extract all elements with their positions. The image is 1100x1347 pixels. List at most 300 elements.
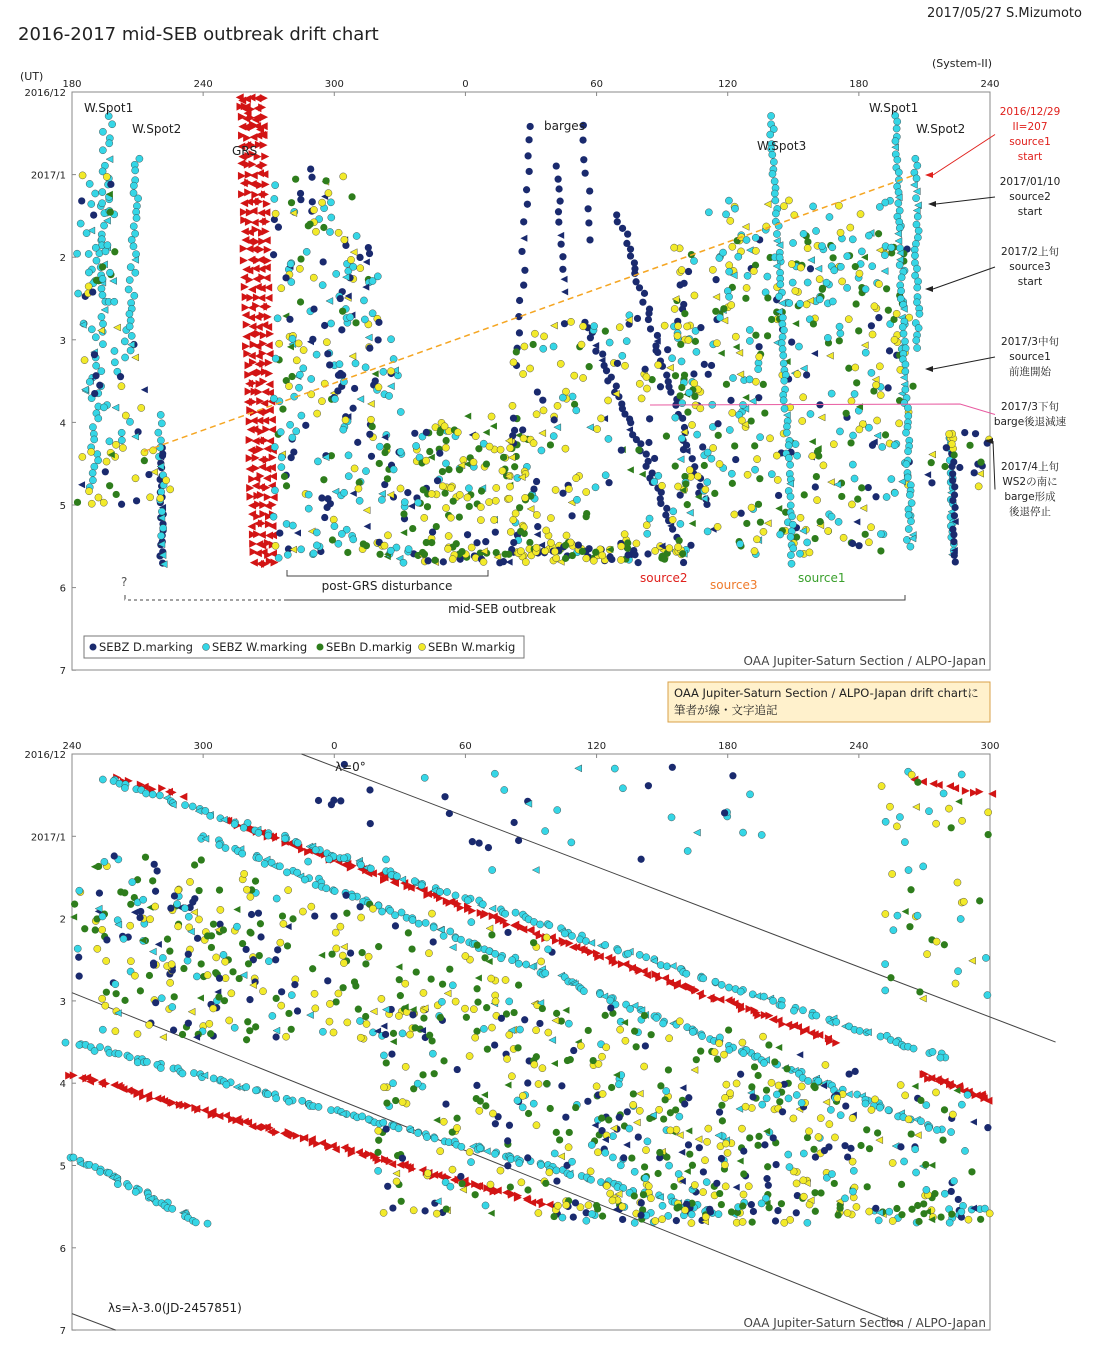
observation-marker-dn: [507, 1183, 514, 1190]
observation-marker-wz: [902, 368, 909, 375]
observation-marker-wn: [603, 1182, 610, 1189]
observation-marker-wz: [387, 547, 394, 554]
observation-marker-wz: [786, 1163, 793, 1170]
observation-marker-wz: [937, 1054, 944, 1061]
observation-marker-dz: [803, 371, 810, 378]
observation-marker-wz: [862, 1100, 869, 1107]
observation-marker-dz: [718, 1155, 725, 1162]
observation-marker-wn: [702, 486, 709, 493]
observation-marker-wn: [598, 1053, 605, 1060]
observation-marker-dn: [751, 442, 758, 449]
observation-marker-dz: [619, 225, 626, 232]
observation-marker-wn: [295, 340, 302, 347]
observation-marker-wn: [488, 1024, 495, 1031]
observation-marker-wn: [518, 1179, 525, 1186]
observation-marker-wz: [609, 1154, 616, 1161]
observation-marker-wn: [889, 1159, 896, 1166]
observation-marker-wn: [958, 817, 965, 824]
observation-marker-wz: [380, 1052, 387, 1059]
observation-marker-wn: [464, 494, 471, 501]
observation-marker-wn: [814, 497, 821, 504]
observation-marker-wn: [891, 336, 898, 343]
observation-marker-wz: [380, 1119, 387, 1126]
chart-title: 2016-2017 mid-SEB outbreak drift chart: [18, 24, 379, 45]
observation-marker-wn: [81, 357, 88, 364]
observation-marker-wn: [533, 411, 540, 418]
observation-marker-dn: [718, 1102, 725, 1109]
observation-marker-dn: [198, 856, 205, 863]
observation-marker-wz: [837, 330, 844, 337]
observation-marker-dn: [443, 1205, 450, 1212]
observation-marker-wn: [728, 301, 735, 308]
observation-marker-dz: [664, 346, 671, 353]
observation-marker-dn: [648, 1031, 655, 1038]
observation-marker-wn: [553, 555, 560, 562]
observation-marker-wz: [789, 239, 796, 246]
observation-marker-wn: [367, 416, 374, 423]
observation-marker-dz: [855, 542, 862, 549]
observation-marker-dz: [498, 1015, 505, 1022]
observation-marker-wn: [378, 995, 385, 1002]
observation-marker-wz: [668, 814, 675, 821]
observation-marker-wz: [111, 359, 118, 366]
observation-marker-wz: [476, 1145, 483, 1152]
observation-marker-wn: [753, 536, 760, 543]
observation-marker-dz: [326, 361, 333, 368]
observation-marker-wz: [70, 1154, 77, 1161]
observation-marker-wn: [790, 1115, 797, 1122]
observation-marker-wz: [790, 545, 797, 552]
observation-marker-dz: [708, 362, 715, 369]
observation-marker-dn: [715, 432, 722, 439]
observation-marker-dz: [585, 219, 592, 226]
observation-marker-dz: [637, 1212, 644, 1219]
observation-marker-dn: [500, 454, 507, 461]
observation-marker-wz: [479, 901, 486, 908]
observation-marker-wn: [875, 280, 882, 287]
observation-marker-wn: [79, 453, 86, 460]
observation-marker-dz: [476, 840, 483, 847]
observation-marker-wn: [889, 870, 896, 877]
observation-marker-dz: [788, 338, 795, 345]
bottom-x-tick-label: 180: [718, 741, 738, 752]
observation-marker-wz: [412, 442, 419, 449]
observation-marker-wn: [691, 292, 698, 299]
observation-marker-dz: [315, 797, 322, 804]
label-wspot1-left: W.Spot1: [84, 101, 134, 115]
note-box-line1: OAA Jupiter-Saturn Section / ALPO-Japan drift chartに: [674, 686, 979, 700]
top-y-tick-label: 2017/1: [30, 170, 66, 182]
observation-marker-wn: [323, 339, 330, 346]
observation-marker-dz: [761, 1141, 768, 1148]
observation-marker-wz: [120, 935, 127, 942]
observation-marker-dz: [644, 550, 651, 557]
observation-marker-wz: [768, 471, 775, 478]
observation-marker-dz: [701, 361, 708, 368]
observation-marker-wn: [472, 1034, 479, 1041]
observation-marker-wz: [896, 224, 903, 231]
observation-marker-wz: [537, 921, 544, 928]
observation-marker-wn: [750, 267, 757, 274]
observation-marker-dn: [836, 337, 843, 344]
observation-marker-wz: [744, 272, 751, 279]
observation-marker-dn: [289, 915, 296, 922]
observation-marker-wn: [522, 558, 529, 565]
observation-marker-wz: [126, 1054, 133, 1061]
observation-marker-wn: [217, 906, 224, 913]
observation-marker-dz: [337, 370, 344, 377]
observation-marker-dn: [631, 1192, 638, 1199]
observation-marker-dn: [857, 1142, 864, 1149]
observation-marker-dz: [928, 479, 935, 486]
observation-marker-dn: [672, 372, 679, 379]
observation-marker-wn: [739, 1218, 746, 1225]
observation-marker-dz: [533, 478, 540, 485]
observation-marker-wz: [785, 1151, 792, 1158]
observation-marker-dn: [909, 383, 916, 390]
observation-marker-dn: [514, 1044, 521, 1051]
observation-marker-wz: [157, 444, 164, 451]
observation-marker-wn: [112, 441, 119, 448]
observation-marker-wz: [143, 1058, 150, 1065]
legend-swatch-sebz-d: [90, 644, 97, 651]
observation-marker-dn: [257, 920, 264, 927]
observation-marker-dz: [170, 1027, 177, 1034]
observation-marker-wz: [99, 291, 106, 298]
observation-marker-dz: [337, 797, 344, 804]
observation-marker-wn: [848, 397, 855, 404]
observation-marker-wn: [594, 425, 601, 432]
observation-marker-wz: [631, 1219, 638, 1226]
observation-marker-wz: [506, 998, 513, 1005]
observation-marker-wz: [295, 384, 302, 391]
observation-marker-wz: [800, 1150, 807, 1157]
observation-marker-wz: [315, 1103, 322, 1110]
observation-marker-dn: [453, 540, 460, 547]
observation-marker-dn: [720, 305, 727, 312]
observation-marker-dn: [440, 1057, 447, 1064]
observation-marker-wz: [726, 426, 733, 433]
observation-marker-wz: [844, 284, 851, 291]
observation-marker-wn: [195, 916, 202, 923]
observation-marker-dn: [693, 1056, 700, 1063]
observation-marker-dz: [464, 531, 471, 538]
observation-marker-wz: [264, 1091, 271, 1098]
observation-marker-dz: [534, 523, 541, 530]
observation-marker-wz: [299, 1097, 306, 1104]
observation-marker-wz: [118, 429, 125, 436]
observation-marker-wz: [362, 364, 369, 371]
observation-marker-wn: [797, 514, 804, 521]
observation-marker-wz: [255, 829, 262, 836]
observation-marker-dn: [853, 379, 860, 386]
observation-marker-wn: [697, 405, 704, 412]
observation-marker-wz: [77, 220, 84, 227]
observation-marker-dn: [948, 1211, 955, 1218]
observation-marker-wz: [489, 866, 496, 873]
observation-marker-dn: [768, 316, 775, 323]
observation-marker-dn: [605, 1116, 612, 1123]
observation-marker-wn: [441, 423, 448, 430]
observation-marker-dn: [937, 1213, 944, 1220]
observation-marker-dn: [106, 482, 113, 489]
observation-marker-wn: [99, 995, 106, 1002]
observation-marker-dz: [865, 484, 872, 491]
observation-marker-dz: [643, 451, 650, 458]
observation-marker-wn: [882, 910, 889, 917]
observation-marker-wz: [894, 156, 901, 163]
observation-marker-dn: [898, 1181, 905, 1188]
observation-marker-wz: [904, 404, 911, 411]
observation-marker-dn: [716, 1190, 723, 1197]
observation-marker-wn: [134, 1030, 141, 1037]
observation-marker-dn: [474, 985, 481, 992]
observation-marker-dz: [286, 316, 293, 323]
observation-marker-dn: [306, 221, 313, 228]
observation-marker-dz: [525, 136, 532, 143]
observation-marker-dz: [257, 933, 264, 940]
observation-marker-wn: [642, 1146, 649, 1153]
observation-marker-wz: [894, 912, 901, 919]
observation-marker-wz: [858, 248, 865, 255]
observation-marker-wz: [787, 552, 794, 559]
observation-marker-wz: [787, 461, 794, 468]
observation-marker-wn: [563, 532, 570, 539]
observation-marker-wz: [823, 279, 830, 286]
observation-marker-wz: [780, 352, 787, 359]
observation-marker-wn: [433, 1210, 440, 1217]
observation-marker-wz: [126, 323, 133, 330]
observation-marker-wz: [897, 287, 904, 294]
observation-marker-dn: [344, 549, 351, 556]
observation-marker-dz: [308, 174, 315, 181]
observation-marker-wn: [666, 1035, 673, 1042]
observation-marker-wn: [933, 938, 940, 945]
observation-marker-wn: [470, 459, 477, 466]
observation-marker-dz: [613, 382, 620, 389]
observation-marker-wn: [506, 495, 513, 502]
observation-marker-wz: [780, 360, 787, 367]
observation-marker-wn: [228, 990, 235, 997]
observation-marker-dz: [714, 420, 721, 427]
observation-marker-wn: [726, 262, 733, 269]
observation-marker-dn: [819, 286, 826, 293]
observation-marker-dz: [667, 389, 674, 396]
observation-marker-wz: [114, 1181, 121, 1188]
right-note-1-line: 2016/12/29: [999, 106, 1061, 118]
observation-marker-dz: [679, 415, 686, 422]
observation-marker-wz: [916, 310, 923, 317]
observation-marker-dz: [342, 892, 349, 899]
observation-marker-wz: [783, 429, 790, 436]
observation-marker-dn: [585, 1027, 592, 1034]
observation-marker-dz: [669, 764, 676, 771]
observation-marker-dn: [831, 1180, 838, 1187]
observation-marker-wz: [679, 400, 686, 407]
observation-marker-dn: [191, 861, 198, 868]
observation-marker-wn: [175, 923, 182, 930]
observation-marker-wz: [345, 473, 352, 480]
observation-marker-dz: [680, 301, 687, 308]
observation-marker-wz: [911, 252, 918, 259]
observation-marker-wn: [543, 934, 550, 941]
legend-swatch-sebz-w: [203, 644, 210, 651]
observation-marker-dn: [845, 365, 852, 372]
top-source-label: OAA Jupiter-Saturn Section / ALPO-Japan: [743, 654, 986, 668]
observation-marker-wz: [273, 1095, 280, 1102]
observation-marker-dn: [252, 1023, 259, 1030]
observation-marker-dz: [516, 329, 523, 336]
observation-marker-wn: [800, 1193, 807, 1200]
observation-marker-wz: [223, 1081, 230, 1088]
observation-marker-wz: [104, 242, 111, 249]
observation-marker-dz: [949, 470, 956, 477]
observation-marker-wz: [128, 332, 135, 339]
observation-marker-wz: [685, 389, 692, 396]
observation-marker-wz: [777, 531, 784, 538]
observation-marker-wn: [877, 392, 884, 399]
observation-marker-dz: [635, 1133, 642, 1140]
observation-marker-wn: [932, 1089, 939, 1096]
observation-marker-wz: [957, 915, 964, 922]
observation-marker-wn: [439, 483, 446, 490]
author-credit: 2017/05/27 S.Mizumoto: [926, 6, 1082, 21]
observation-marker-dn: [810, 1082, 817, 1089]
observation-marker-wz: [914, 284, 921, 291]
observation-marker-wz: [111, 347, 118, 354]
bottom-panel: [24, 741, 1055, 1337]
observation-marker-wz: [573, 407, 580, 414]
observation-marker-wz: [231, 1024, 238, 1031]
observation-marker-dz: [572, 1199, 579, 1206]
observation-marker-dz: [641, 290, 648, 297]
observation-marker-wn: [410, 1207, 417, 1214]
observation-marker-dz: [491, 1041, 498, 1048]
observation-marker-dz: [635, 559, 642, 566]
observation-marker-wz: [883, 493, 890, 500]
observation-marker-wn: [540, 407, 547, 414]
observation-marker-dn: [756, 475, 763, 482]
observation-marker-wn: [99, 926, 106, 933]
observation-marker-wn: [442, 504, 449, 511]
observation-marker-wz: [779, 314, 786, 321]
observation-marker-dn: [369, 423, 376, 430]
observation-marker-wn: [896, 420, 903, 427]
observation-marker-wn: [510, 516, 517, 523]
observation-marker-wz: [568, 839, 575, 846]
observation-marker-wz: [663, 963, 670, 970]
top-x-tick-label: 240: [980, 79, 1000, 90]
observation-marker-dz: [607, 1004, 614, 1011]
observation-marker-wz: [902, 429, 909, 436]
observation-marker-dz: [506, 1122, 513, 1129]
top-y-tick-label: 3: [59, 335, 66, 347]
observation-marker-dz: [697, 324, 704, 331]
observation-marker-dz: [324, 350, 331, 357]
observation-marker-dn: [530, 939, 537, 946]
observation-marker-dz: [171, 892, 178, 899]
observation-marker-wz: [134, 195, 141, 202]
observation-marker-wz: [785, 442, 792, 449]
observation-marker-dz: [351, 385, 358, 392]
legend-swatch-sebn-d: [317, 644, 324, 651]
observation-marker-wz: [289, 335, 296, 342]
observation-marker-wz: [828, 390, 835, 397]
observation-marker-wz: [655, 472, 662, 479]
lambda-formula: λs=λ-3.0(JD-2457851): [108, 1301, 242, 1315]
observation-marker-wz: [497, 955, 504, 962]
observation-marker-dn: [297, 255, 304, 262]
observation-marker-wz: [326, 228, 333, 235]
observation-marker-wn: [691, 1181, 698, 1188]
observation-marker-wn: [425, 950, 432, 957]
label-wspot3: W.Spot3: [757, 139, 807, 153]
observation-marker-dn: [384, 443, 391, 450]
observation-marker-wn: [709, 266, 716, 273]
observation-marker-wz: [895, 200, 902, 207]
observation-marker-wz: [726, 268, 733, 275]
observation-marker-wz: [335, 540, 342, 547]
observation-marker-wz: [130, 243, 137, 250]
observation-marker-wz: [350, 263, 357, 270]
observation-marker-wn: [729, 243, 736, 250]
observation-marker-wz: [626, 1125, 633, 1132]
observation-marker-dn: [931, 1190, 938, 1197]
observation-marker-dn: [220, 926, 227, 933]
observation-marker-wz: [303, 248, 310, 255]
observation-marker-wz: [158, 532, 165, 539]
observation-marker-wz: [708, 455, 715, 462]
observation-marker-dn: [484, 1046, 491, 1053]
observation-marker-wz: [325, 856, 332, 863]
right-note-4-line: 2017/3中旬: [1001, 336, 1059, 348]
observation-marker-dn: [583, 513, 590, 520]
observation-marker-dz: [614, 218, 621, 225]
observation-marker-dn: [815, 452, 822, 459]
observation-marker-wn: [308, 903, 315, 910]
observation-marker-wz: [288, 992, 295, 999]
observation-marker-dn: [676, 392, 683, 399]
observation-marker-wn: [845, 316, 852, 323]
observation-marker-dz: [793, 1209, 800, 1216]
observation-marker-wz: [614, 947, 621, 954]
observation-marker-wz: [793, 1091, 800, 1098]
observation-marker-wn: [889, 1217, 896, 1224]
observation-marker-wz: [272, 182, 279, 189]
observation-marker-wz: [287, 260, 294, 267]
observation-marker-wz: [619, 352, 626, 359]
observation-marker-wz: [421, 774, 428, 781]
observation-marker-dn: [594, 1205, 601, 1212]
observation-marker-wz: [929, 1048, 936, 1055]
observation-marker-dn: [675, 1203, 682, 1210]
observation-marker-dn: [631, 1028, 638, 1035]
observation-marker-dz: [90, 211, 97, 218]
observation-marker-wn: [355, 485, 362, 492]
observation-marker-dn: [413, 968, 420, 975]
observation-marker-wn: [716, 460, 723, 467]
observation-marker-dn: [474, 942, 481, 949]
observation-marker-wz: [301, 876, 308, 883]
observation-marker-wz: [917, 1118, 924, 1125]
observation-marker-wz: [158, 488, 165, 495]
observation-marker-dz: [558, 1082, 565, 1089]
observation-marker-wz: [689, 1028, 696, 1035]
observation-marker-wz: [694, 431, 701, 438]
observation-marker-wz: [725, 984, 732, 991]
observation-marker-dn: [244, 1018, 251, 1025]
observation-marker-wz: [275, 554, 282, 561]
